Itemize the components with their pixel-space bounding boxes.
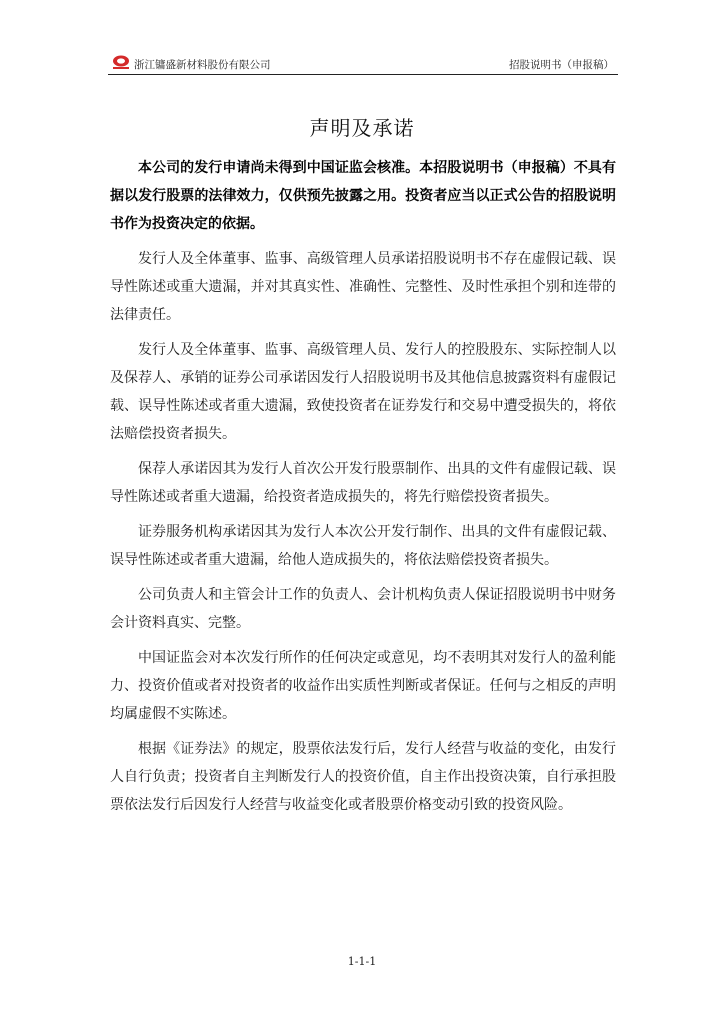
paragraph-securities-law: 根据《证券法》的规定，股票依法发行后，发行人经营与收益的变化，由发行人自行负责；投资者自主判断发行人的投资价值，自主作出投资决策，自行承担股票依法发行后因发行人经营与收益变化或者股票价格变动引致的投资风险。	[110, 741, 616, 813]
statement-body	[110, 154, 616, 826]
paragraph-financial: 公司负责人和主管会计工作的负责人、会计机构负责人保证招股说明书中财务会计资料真实、完整。	[110, 587, 616, 631]
paragraph-csrc: 中国证监会对本次发行所作的任何决定或意见，均不表明其对发行人的盈利能力、投资价值或者对投资者的收益作出实质性判断或者保证。任何与之相反的声明均属虚假不实陈述。	[110, 650, 616, 722]
company-name: 浙江镛盛新材料股份有限公司	[134, 59, 271, 71]
paragraph-controllers: 发行人及全体董事、监事、高级管理人员、发行人的控股股东、实际控制人以及保荐人、承销的证券公司承诺因发行人招股说明书及其他信息披露资料有虚假记载、误导性陈述或者重大遗漏，致使投资者在证券发行和交易中遭受损失的，将依法赔偿投资者损失。	[110, 342, 616, 442]
paragraph-disclaimer: 本公司的发行申请尚未得到中国证监会核准。本招股说明书（申报稿）不具有据以发行股票的法律效力，仅供预先披露之用。投资者应当以正式公告的招股说明书作为投资决定的依据。	[110, 160, 616, 232]
page-header	[108, 52, 618, 75]
paragraph-sponsor: 保荐人承诺因其为发行人首次公开发行股票制作、出具的文件有虚假记载、误导性陈述或者重大遗漏，给投资者造成损失的，将先行赔偿投资者损失。	[110, 461, 616, 505]
page-number: 1-1-1	[347, 955, 377, 968]
company-logo-icon	[110, 54, 132, 70]
page-title: 声明及承诺	[309, 116, 415, 140]
paragraph-service-agencies: 证券服务机构承诺因其为发行人本次公开发行制作、出具的文件有虚假记载、误导性陈述或者重大遗漏，给他人造成损失的，将依法赔偿投资者损失。	[110, 524, 616, 568]
paragraph-directors: 发行人及全体董事、监事、高级管理人员承诺招股说明书不存在虚假记载、误导性陈述或重大遗漏，并对其真实性、准确性、完整性、及时性承担个别和连带的法律责任。	[110, 251, 616, 323]
document-name: 招股说明书（申报稿）	[509, 59, 614, 71]
